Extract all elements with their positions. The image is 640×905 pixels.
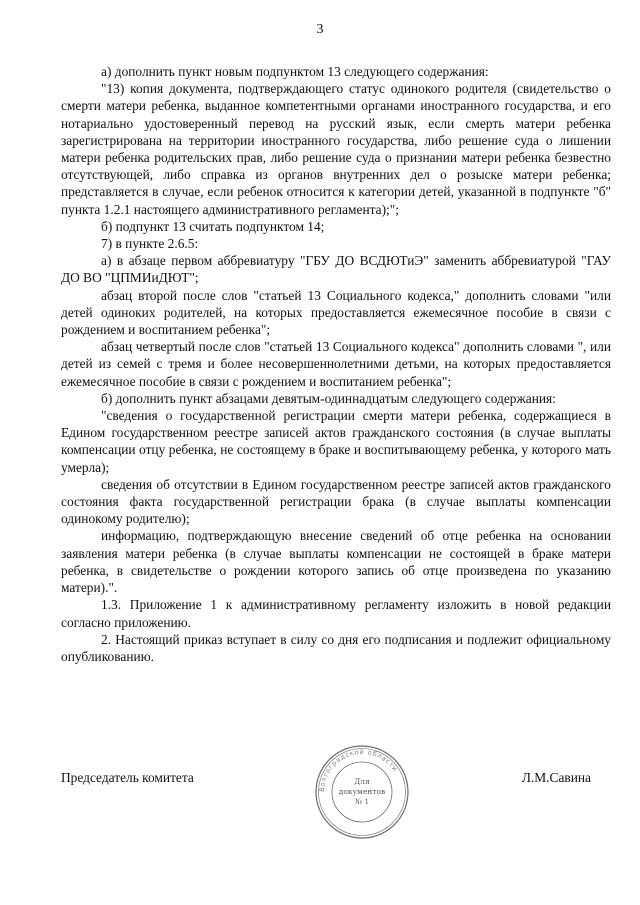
paragraph: абзац второй после слов "статьей 13 Социального кодекса," дополнить словами "или детей одиноких родителей, на которых предоставляется ежемесячное пособие в связи с рождением и воспитанием ребенка";: [61, 287, 611, 338]
paragraph: сведения об отсутствии в Едином государственном реестре записей актов гражданского состояния факта государственной регистрации брака (в случае выплаты компенсации одинокому родителю);: [61, 476, 611, 527]
paragraph: б) дополнить пункт абзацами девятым-одиннадцатым следующего содержания:: [101, 390, 556, 406]
stamp-line: № 1: [354, 797, 370, 806]
paragraph: а) в абзаце первом аббревиатуру "ГБУ ДО ВСДЮТиЭ" заменить аббревиатурой "ГАУ ДО ВО "ЦПМИиДЮТ";: [61, 253, 611, 286]
paragraph: б) подпункт 13 считать подпунктом 14;: [101, 218, 325, 234]
official-stamp: [314, 744, 410, 840]
paragraph: "сведения о государственной регистрации смерти матери ребенка, содержащиеся в Едином государственном реестре записей актов гражданского состояния (в случае выплаты компенсации отцу ребенка, не состоящему в браке и воспитывающему ребенка, у которого мать умерла);: [61, 408, 611, 475]
paragraph: информацию, подтверждающую внесение сведений об отце ребенка на основании заявления матери ребенка (в случае выплаты компенсации не состоящей в браке матери ребенка, в свидетельстве о рождении которого запись об отце произведена по указанию матери).".: [61, 528, 611, 596]
svg-text:Волгоградской области: Волгоградской области: [317, 747, 400, 793]
paragraph: 2. Настоящий приказ вступает в силу со дня его подписания и подлежит официальному опубликованию.: [61, 631, 611, 664]
page-number: 3: [316, 22, 324, 37]
paragraph: 1.3. Приложение 1 к административному регламенту изложить в новой редакции согласно приложению.: [61, 597, 611, 630]
stamp-line: Для: [354, 777, 370, 786]
paragraph: 7) в пункте 2.6.5:: [101, 236, 199, 252]
stamp-line: документов: [338, 787, 386, 796]
document-body: [61, 63, 611, 665]
signer-name: Л.М.Савина: [521, 770, 591, 785]
signer-position: Председатель комитета: [61, 770, 194, 785]
paragraph: "13) копия документа, подтверждающего статус одинокого родителя (свидетельство о смерти матери ребенка, выданное компетентными органами иностранного государства, и его нотариально удостоверенный перевод на русский язык, если смерть матери ребенка зарегистрирована на территории иностранного государства, либо решение суда о лишении матери ребенка родительских прав, либо решение суда о признании матери ребенка безвестно отсутствующей, либо справка из органов внутренних дел о розыске матери ребенка; представляется в случае, если ребенок относится к категории детей, указанной в подпункте "б" пункта 1.2.1 настоящего административного регламента);";: [61, 81, 611, 217]
paragraph: а) дополнить пункт новым подпунктом 13 следующего содержания:: [101, 64, 489, 79]
paragraph: абзац четвертый после слов "статьей 13 Социального кодекса" дополнить словами ", или детей из семей с тремя и более несовершеннолетними детьми, на которых предоставляется ежемесячное пособие в связи с рождением и воспитанием ребенка";: [61, 339, 611, 389]
